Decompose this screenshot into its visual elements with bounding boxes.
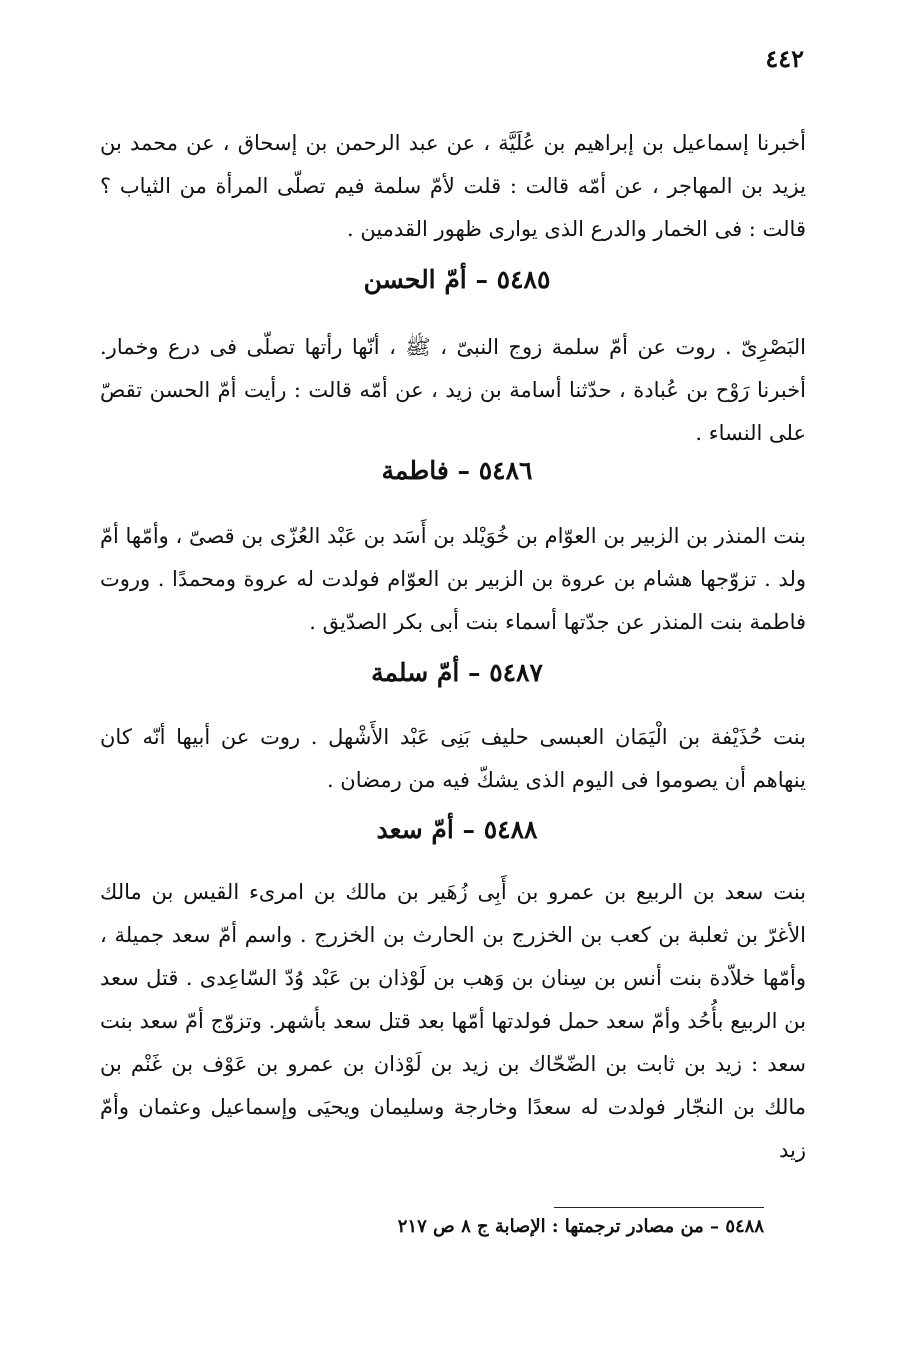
entry-text-5488: بنت سعد بن الربيع بن عمرو بن أَبِى زُهَير بن مالك بن امرىء القيس بن مالك الأغرّ بن ثعلبة بن كعب بن الخزرج بن الحارث بن الخزرج . واسم أمّ سعد جميلة ، وأمّها خلاّدة بنت أنس بن سِنان بن وَهب بن لَوْذان بن عَبْد وُدّ السّاعِدى . قتل سعد بن الربيع بأُحُد وأمّ سعد حمل فولدتها أمّها بعد قتل سعد بأشهر. وتزوّج أمّ سعد بنت سعد : زيد بن ثابت بن الضّحّاك بن زيد بن لَوْذان بن عمرو بن عَوْف بن غَنْم بن مالك بن النجّار فولدت له سعدًا وخارجة وسليمان ويحيَى وإسماعيل وعثمان وأمّ زيد [100,880,806,1162]
footnote: ٥٤٨٨ – من مصادر ترجمتها : الإصابة ج ٨ ص ٢١٧ [397,1216,764,1237]
entry-text-5485: البَصْرِىّ . روت عن أمّ سلمة زوج النبىّ ، ﷺ ، أنّها رأتها تصلّى فى درع وخمار. أخبرنا رَوْح بن عُبادة ، حدّثنا أسامة بن زيد ، عن أمّه قالت : رأيت أمّ الحسن تقصّ على النساء . [100,335,806,445]
intro-paragraph: أخبرنا إسماعيل بن إبراهيم بن عُلَيَّة ، عن عبد الرحمن بن إسحاق ، عن محمد بن يزيد بن المهاجر ، عن أمّه قالت : قلت لأمّ سلمة فيم تصلّى المرأة من الثياب ؟ قالت : فى الخمار والدرع الذى يوارى ظهور القدمين . [100,131,806,241]
entry-heading-5486: ٥٤٨٦ – فاطمة [381,456,533,485]
entry-text-5487: بنت حُذَيْفة بن الْيَمَان العبسى حليف بَنِى عَبْد الأَشْهل . روت عن أبيها أنّه كان ينهاهم أن يصوموا فى اليوم الذى يشكّ فيه من رمضان . [100,725,806,792]
entry-text-5486: بنت المنذر بن الزبير بن العوّام بن خُوَيْلد بن أَسَد بن عَبْد العُزّى بن قصىّ ، وأمّها أمّ ولد . تزوّجها هشام بن عروة بن الزبير بن العوّام فولدت له عروة ومحمدًا . وروت فاطمة بنت المنذر عن جدّتها أسماء بنت أبى بكر الصدّيق . [100,524,806,634]
entry-heading-5485: ٥٤٨٥ – أمّ الحسن [363,265,551,294]
entry-heading-5488: ٥٤٨٨ – أمّ سعد [376,815,538,844]
footnote-divider [554,1207,764,1208]
entry-heading-5487: ٥٤٨٧ – أمّ سلمة [371,658,543,687]
page-number: ٤٤٢ [765,44,804,73]
